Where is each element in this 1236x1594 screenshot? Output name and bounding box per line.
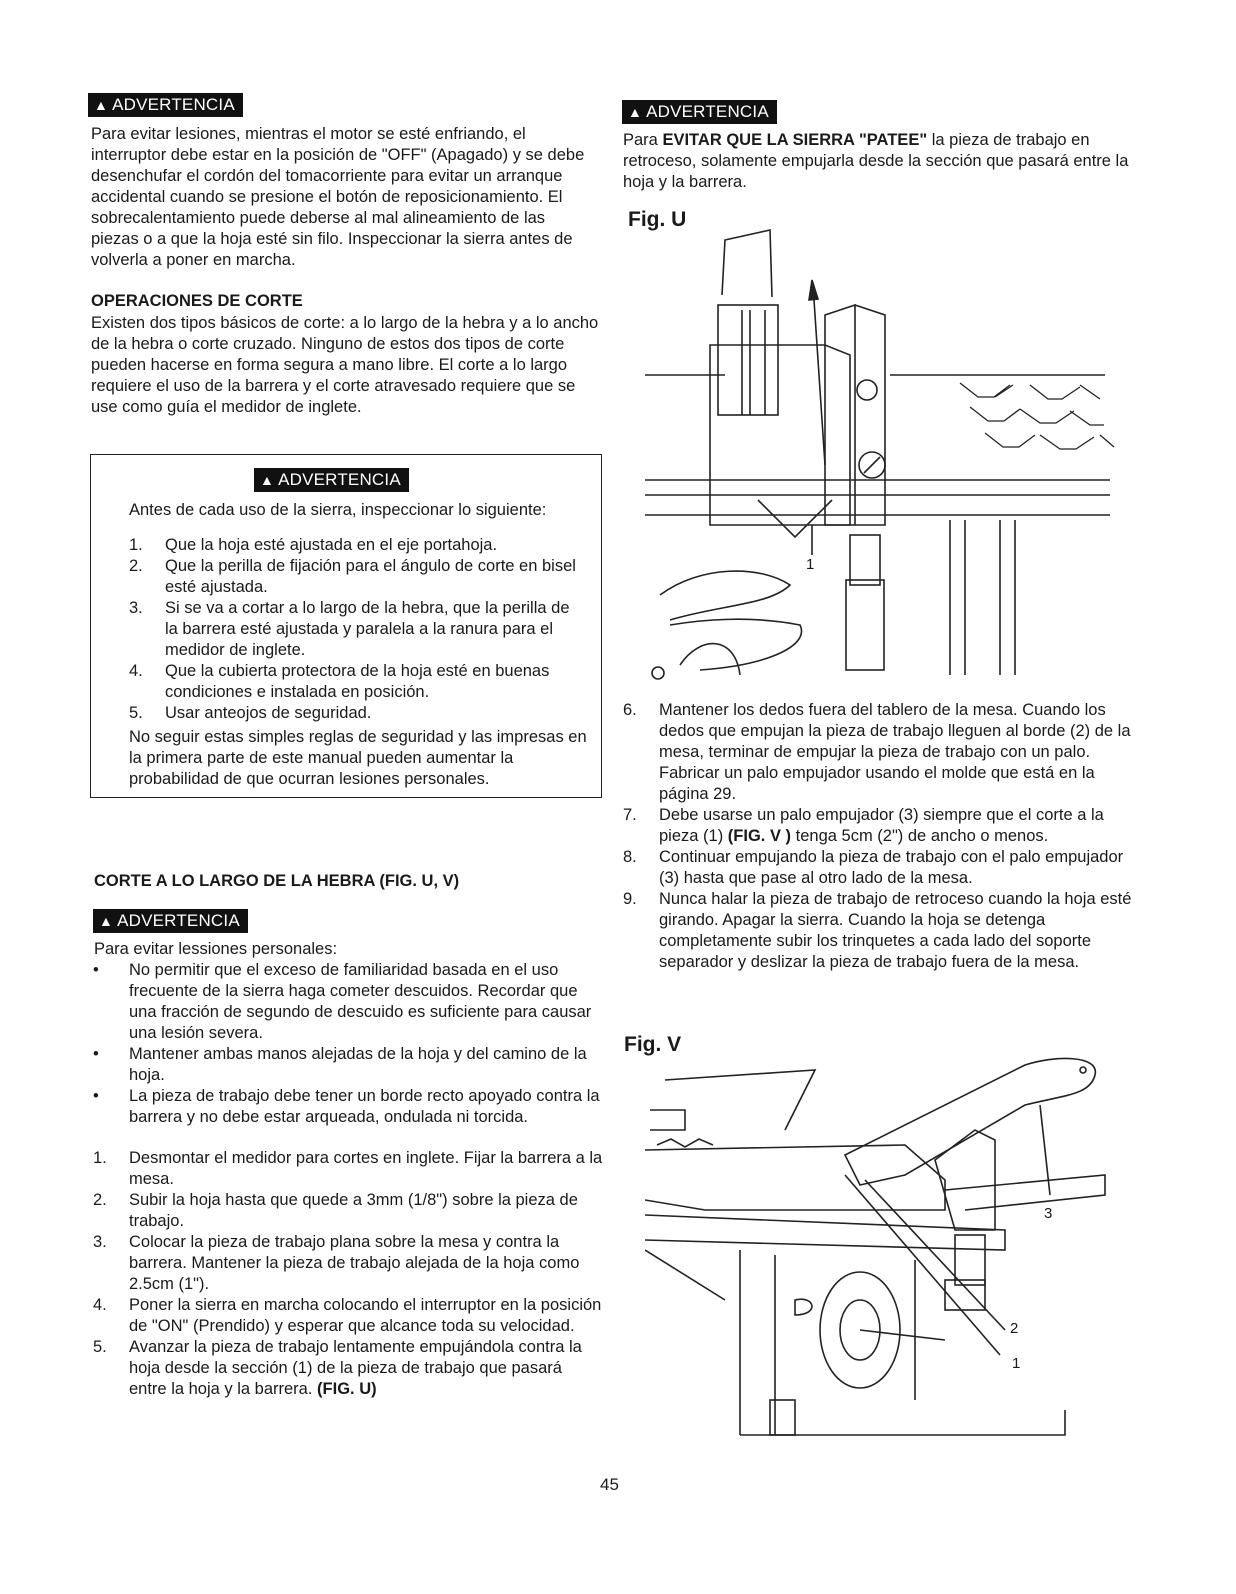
warning-badge-4: ▲ ADVERTENCIA (622, 100, 777, 124)
operaciones-heading: OPERACIONES DE CORTE (91, 292, 303, 310)
feed-arrow (813, 285, 825, 465)
warning-badge-1: ▲ ADVERTENCIA (88, 93, 243, 117)
list-item: 2. Que la perilla de fijación para el ángulo de corte en bisel esté ajustada. (129, 557, 576, 596)
hand-wheel (680, 644, 740, 675)
list-item: 4. Que la cubierta protectora de la hoja esté en buenas condiciones e instalada en posición. (129, 662, 550, 701)
list-item: 6. Mantener los dedos fuera del tablero de la mesa. Cuando los dedos que empujan la pieza de trabajo lleguen al borde (2) de la mesa, terminar de empujar la pieza de trabajo con un palo. Fabricar un palo empujador usando el molde que está en la página 29. (623, 701, 1131, 803)
list-item: 9. Nunca halar la pieza de trabajo de retroceso cuando la hoja esté girando. Apagar la sierra. Cuando la hoja se detenga completamente subir los trinquetes a cada lado del soporte separador y deslizar la pieza de trabajo fuera de la mesa. (623, 890, 1132, 971)
operaciones-text: Existen dos tipos básicos de corte: a lo largo de la hebra y a lo ancho de la hebra o corte cruzado. Ninguno de estos dos tipos de corte pueden hacerse en forma segura a mano libre. El corte a lo largo requiere el uso de la barrera y el corte atravesado requiere que se use como guía el medidor de inglete. (91, 314, 599, 416)
height-handle (670, 619, 802, 670)
corte-steps (93, 1148, 603, 1400)
warning-triangle-icon: ▲ (94, 97, 109, 113)
leader-line (845, 1175, 1000, 1355)
workpiece (710, 345, 850, 525)
list-item: 4. Poner la sierra en marcha colocando el interruptor en la posición de "ON" (Prendido) y esperar que alcance toda su velocidad. (93, 1296, 602, 1335)
fig-u-callout-1: 1 (806, 556, 815, 573)
switch (770, 1400, 795, 1435)
patee-warning-text: Para EVITAR QUE LA SIERRA "PATEE" la pieza de trabajo en retroceso, solamente empujarla desde la sección que pasará entre la hoja y la barrera. (623, 131, 1129, 191)
warning-triangle-icon: ▲ (260, 472, 275, 488)
list-item: • La pieza de trabajo debe tener un borde recto apoyado contra la barrera y no debe estar arqueada, ondulada ni torcida. (93, 1087, 600, 1126)
list-item: 5. Usar anteojos de seguridad. (129, 704, 372, 722)
section-marker (758, 500, 832, 537)
list-item: • No permitir que el exceso de familiaridad basada en el uso frecuente de la sierra haga cometer descuidos. Recordar que una fracción de segundo de descuido es suficiente para causar una lesión severa. (93, 961, 592, 1042)
warning-triangle-icon: ▲ (99, 913, 114, 929)
bevel-handle (660, 571, 790, 620)
blade-guard (718, 305, 778, 415)
corte-intro: Para evitar lessiones personales: (94, 940, 338, 958)
leader-line (865, 1180, 1005, 1330)
fence-lock-handle (850, 535, 880, 585)
workpiece (645, 1145, 945, 1210)
warning-text-1: Para evitar lesiones, mientras el motor se esté enfriando, el interruptor debe estar en la posición de "OFF" (Apagado) y se debe desenchufar el cordón del tomacorriente para evitar un arranque accidental cuando se presione el botón de reposicionamiento. El sobrecalentamiento puede deberse al mal alineamiento de las piezas o a que la hoja esté sin filo. Inspeccionar la sierra antes de volverla a poner en marcha. (91, 125, 585, 269)
list-item: 1. Desmontar el medidor para cortes en inglete. Fijar la barrera a la mesa. (93, 1149, 603, 1188)
fig-v-title: Fig. V (624, 1033, 682, 1056)
table-front (645, 1215, 1005, 1250)
fence-lock-handle (955, 1235, 985, 1285)
inspection-list (129, 535, 584, 724)
inspection-intro: Antes de cada uso de la sierra, inspeccionar lo siguiente: (129, 501, 547, 519)
fig-u-illustration (640, 225, 1130, 695)
corte-heading: CORTE A LO LARGO DE LA HEBRA (FIG. U, V) (94, 872, 460, 890)
fig-v-callout-2: 2 (1010, 1320, 1019, 1337)
list-item: 1. Que la hoja esté ajustada en el eje portahoja. (129, 536, 498, 554)
table-groove-marks (960, 383, 1114, 449)
warning-triangle-icon: ▲ (628, 104, 643, 120)
list-item: 3. Si se va a cortar a lo largo de la hebra, que la perilla de la barrera esté ajustada y paralela a la ranura para el medidor de inglete. (129, 599, 570, 659)
list-item: 8. Continuar empujando la pieza de trabajo con el palo empujador (3) hasta que pase al otro lado de la mesa. (623, 848, 1124, 887)
inspection-footer: No seguir estas simples reglas de seguridad y las impresas en la primera parte de este manual pueden aumentar la probabilidad de que ocurran lesiones personales. (129, 728, 587, 788)
blade-guard-top (722, 230, 772, 297)
corte-bullets (93, 960, 603, 1128)
page-number: 45 (600, 1475, 619, 1494)
list-item: • Mantener ambas manos alejadas de la hoja y del camino de la hoja. (93, 1045, 587, 1084)
list-item: 2. Subir la hoja hasta que quede a 3mm (1/8") sobre la pieza de trabajo. (93, 1191, 578, 1230)
warning-badge-3: ▲ ADVERTENCIA (93, 909, 248, 933)
fig-v-illustration (645, 1050, 1115, 1445)
list-item: 5. Avanzar la pieza de trabajo lentamente empujándola contra la hoja desde la sección (1) de la pieza de trabajo que pasará entre la hoja y la barrera. (FIG. U) (93, 1338, 582, 1398)
list-item: 7. Debe usarse un palo empujador (3) siempre que el corte a la pieza (1) (FIG. V ) tenga 5cm (2") de ancho o menos. (623, 806, 1104, 845)
warning-badge-2: ▲ ADVERTENCIA (254, 468, 409, 492)
list-item: 3. Colocar la pieza de trabajo plana sobre la mesa y contra la barrera. Mantener la pieza de trabajo alejada de la hoja como 2.5cm (1"). (93, 1233, 580, 1293)
fig-u-title: Fig. U (628, 208, 687, 231)
push-stick (845, 1058, 1095, 1185)
fig-v-callout-3: 3 (1044, 1205, 1053, 1222)
fence-lock-grip (846, 580, 884, 670)
fig-v-callout-1: 1 (1012, 1355, 1021, 1372)
right-steps (623, 700, 1133, 973)
